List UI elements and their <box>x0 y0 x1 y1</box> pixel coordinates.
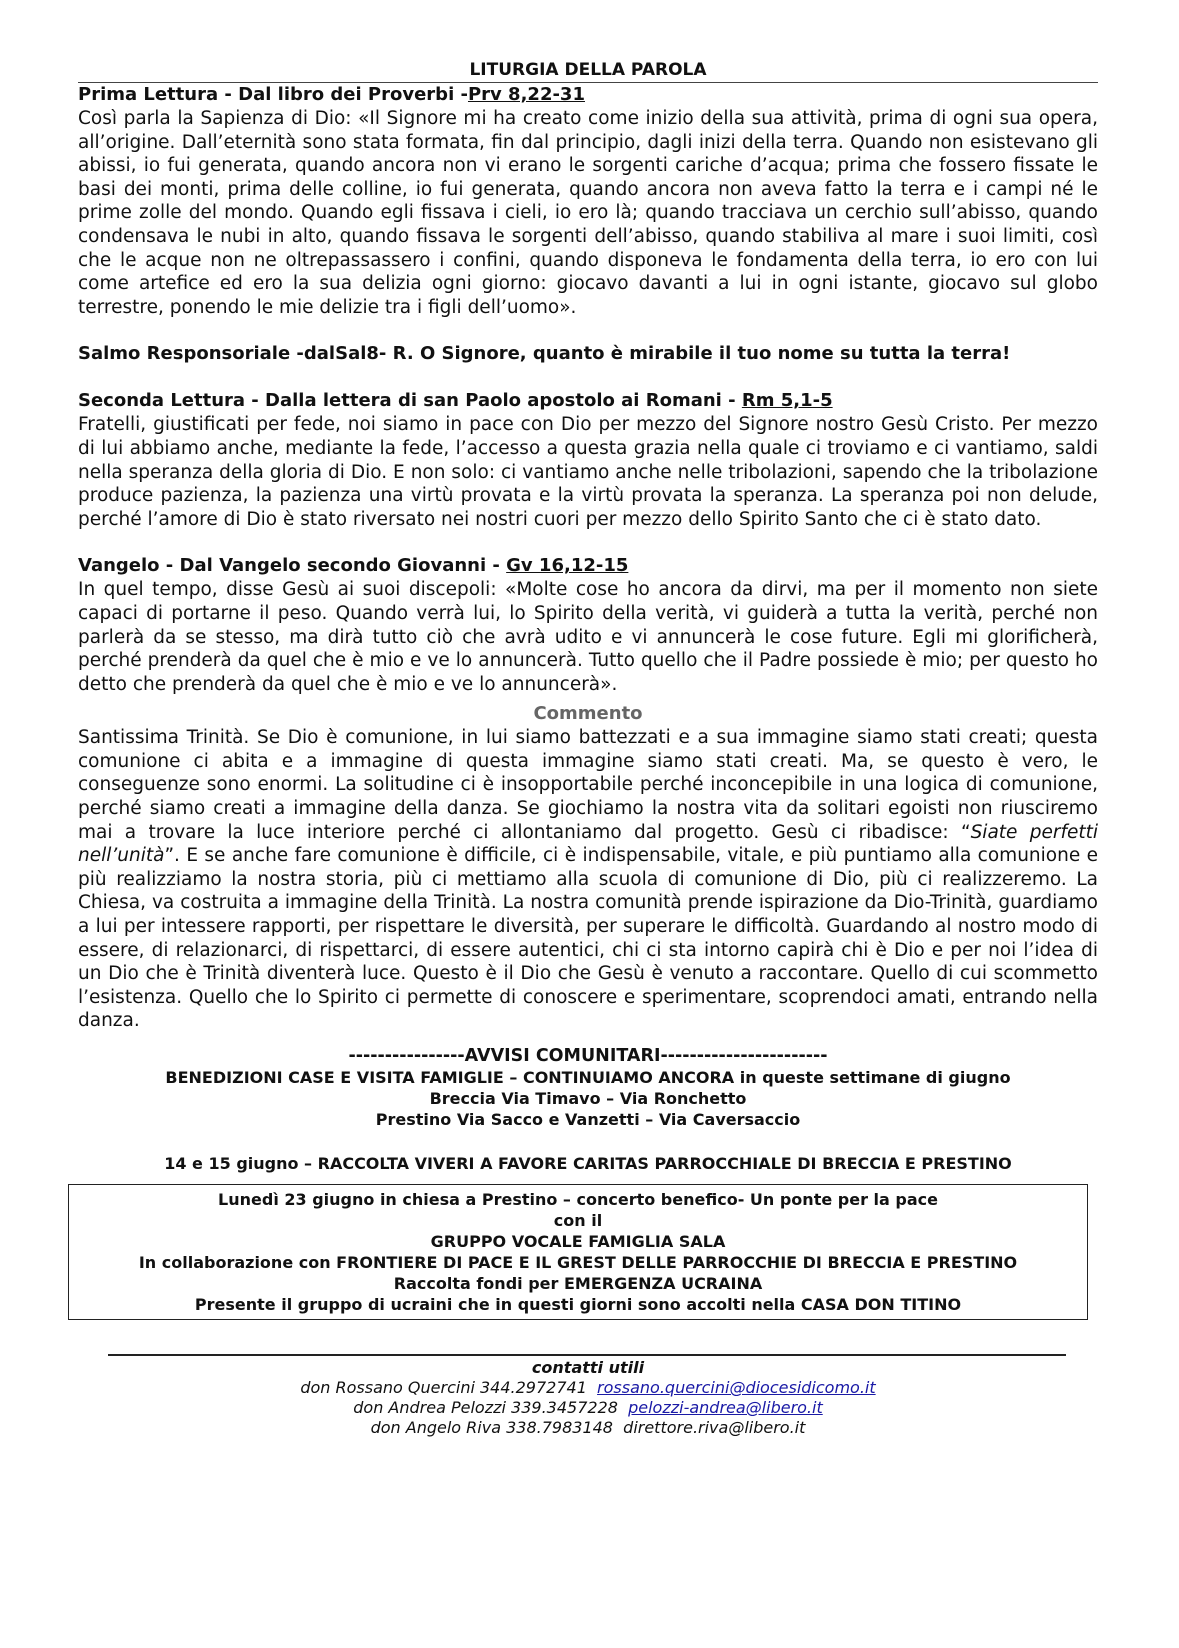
contact-row <box>78 1398 1098 1418</box>
salmo-heading: Salmo Responsoriale -dalSal8- R. O Signore, quanto è mirabile il tuo nome su tutta la terra! <box>78 343 1011 365</box>
vangelo-heading <box>78 554 1098 578</box>
spacer <box>78 319 1098 342</box>
box-line: GRUPPO VOCALE FAMIGLIA SALA <box>430 1232 726 1251</box>
prima-lettura-heading-text: Prima Lettura - Dal libro dei Proverbi - <box>78 84 468 105</box>
avvisi-line: Breccia Via Timavo – Via Ronchetto <box>429 1089 747 1108</box>
contact-email: direttore.riva@libero.it <box>623 1418 806 1437</box>
spacer <box>78 1130 1098 1153</box>
contact-name: don Angelo Riva 338.7983148 <box>370 1418 613 1437</box>
commento-title: Commento <box>533 703 643 725</box>
avvisi-line: Prestino Via Sacco e Vanzetti – Via Caversaccio <box>375 1110 801 1129</box>
vangelo <box>78 554 1098 696</box>
contact-email-link[interactable]: pelozzi-andrea@libero.it <box>628 1398 823 1417</box>
commento <box>78 702 1098 1033</box>
box-line: In collaborazione con FRONTIERE DI PACE E IL GREST DELLE PARROCCHIE DI BRECCIA E PRESTINO <box>138 1253 1018 1272</box>
contact-row <box>78 1378 1098 1398</box>
prima-lettura-ref: Prv 8,22-31 <box>467 84 585 105</box>
spacer <box>78 531 1098 554</box>
box-line: Raccolta fondi per EMERGENZA UCRAINA <box>393 1274 763 1293</box>
prima-lettura-text: Così parla la Sapienza di Dio: «Il Signore mi ha creato come inizio della sua attività, prima di ogni sua opera, all’origine. Dall’eternità sono stata formata, fin dal principio, dagli inizi della terra. Quando non esistevano gli abissi, io fui generata, quando ancora non vi erano le sorgenti cariche d’acqua; prima che fossero fissate le basi dei monti, prima delle colline, io fui generata, quando ancora non aveva fatto la terra e i campi né le prime zolle del mondo. Quando egli fissava i cieli, io ero là; quando tracciava un cerchio sull’abisso, quando condensava le nubi in alto, quando fissava le sorgenti dell’abisso, quando stabiliva al mare i suoi limiti, così che le acque non ne oltrepassassero i confini, quando disponeva le fondamenta della terra, io ero con lui come artefice ed ero la sua delizia ogni giorno: giocavo davanti a lui in ogni istante, giocavo sul globo terrestre, ponendo le mie delizie tra i figli dell’uomo». <box>78 108 1098 318</box>
seconda-lettura-text: Fratelli, giustificati per fede, noi siamo in pace con Dio per mezzo del Signore nostro Gesù Cristo. Per mezzo di lui abbiamo anche, mediante la fede, l’accesso a questa grazia nella quale ci troviamo e ci vantiamo, saldi nella speranza della gloria di Dio. E non solo: ci vantiamo anche nelle tribolazioni, sapendo che la tribolazione produce pazienza, la pazienza una virtù provata e la virtù provata la speranza. La speranza poi non delude, perché l’amore di Dio è stato riversato nei nostri cuori per mezzo dello Spirito Santo che ci è stato dato. <box>78 414 1098 530</box>
vangelo-ref: Gv 16,12-15 <box>506 555 629 577</box>
contatti-utili <box>78 1358 1098 1438</box>
divider <box>108 1354 1066 1356</box>
prima-lettura-heading <box>78 83 1098 107</box>
avvisi-comunitari <box>78 1045 1098 1174</box>
commento-text-after: ”. E se anche fare comunione è difficile, ci è indispensabile, vitale, e più puntiamo alla comunione e più realizziamo la nostra storia, più ci mettiamo alla scuola di comunione di Dio, più ci realizzeremo. La Chiesa, va costruita a immagine della Trinità. La nostra comunità prende ispirazione da Dio-Trinità, guardiamo a lui per intessere rapporti, per rispettare le diversità, per superare le difficoltà. Guardando al nostro modo di essere, di relazionarci, di rispettarci, di essere autentici, chi ci sta intorno capirà chi è Dio e per noi l’idea di un Dio che è Trinità diventerà luce. Questo è il Dio che Gesù è venuto a raccontare. Quello di cui scommetto l’esistenza. Quello che lo Spirito ci permette di conoscere e sperimentare, scoprendoci amati, entrando nella danza. <box>78 845 1098 1032</box>
spacer <box>78 366 1098 389</box>
seconda-lettura-heading-text: Seconda Lettura - Dalla lettera di san Paolo apostolo ai Romani - <box>78 390 742 412</box>
prima-lettura <box>78 83 1098 319</box>
spacer <box>78 1033 1098 1045</box>
commento-text-before: Santissima Trinità. Se Dio è comunione, in lui siamo battezzati e a sua immagine siamo stati creati; questa comunione ci abita e a immagine di questa immagine siamo stati creati. Ma, se questo è vero, le conseguenze sono enormi. La solitudine ci è insopportabile perché inconcepibile in una logica di comunione, perché siamo creati a immagine della danza. Se giochiamo la nostra vita da solitari egoisti non riusciremo mai a trovare la luce interiore perché ci allontaniamo dal progetto. Gesù ci ribadisce: “ <box>78 727 1098 843</box>
box-line: con il <box>553 1211 603 1230</box>
commento-quote: Siate perfetti nell’unità <box>78 821 1098 867</box>
bulletin-page <box>78 60 1098 1438</box>
contact-row <box>78 1418 1098 1438</box>
avvisi-title: ----------------AVVISI COMUNITARI----------------------- <box>348 1046 828 1066</box>
box-line: Presente il gruppo di ucraini che in questi giorni sono accolti nella CASA DON TITINO <box>194 1295 962 1314</box>
seconda-lettura <box>78 389 1098 531</box>
raccolta-viveri-notice: 14 e 15 giugno – RACCOLTA VIVERI A FAVORE CARITAS PARROCCHIALE DI BRECCIA E PRESTINO <box>164 1154 1012 1173</box>
box-line: Lunedì 23 giugno in chiesa a Prestino – concerto benefico- Un ponte per la pace <box>218 1190 938 1209</box>
concerto-box <box>68 1184 1088 1320</box>
page-title: LITURGIA DELLA PAROLA <box>78 60 1098 83</box>
avvisi-line: BENEDIZIONI CASE E VISITA FAMIGLIE – CONTINUIAMO ANCORA in queste settimane di giugno <box>165 1068 1011 1087</box>
vangelo-heading-text: Vangelo - Dal Vangelo secondo Giovanni - <box>78 555 507 577</box>
seconda-lettura-heading <box>78 389 1098 413</box>
contatti-title: contatti utili <box>531 1358 645 1377</box>
contact-email-link[interactable]: rossano.quercini@diocesidicomo.it <box>597 1378 876 1397</box>
commento-text <box>78 726 1098 1033</box>
contact-name: don Andrea Pelozzi 339.3457228 <box>353 1398 618 1417</box>
vangelo-text: In quel tempo, disse Gesù ai suoi discepoli: «Molte cose ho ancora da dirvi, ma per il momento non siete capaci di portarne il peso. Quando verrà lui, lo Spirito della verità, vi guiderà a tutta la verità, perché non parlerà da se stesso, ma dirà tutto ciò che avrà udito e vi annuncerà le cose future. Egli mi glorificherà, perché prenderà da quel che è mio e ve lo annuncerà. Tutto quello che il Padre possiede è mio; per questo ho detto che prenderà da quel che è mio e ve lo annuncerà». <box>78 579 1098 695</box>
seconda-lettura-ref: Rm 5,1-5 <box>741 390 833 412</box>
contact-name: don Rossano Quercini 344.2972741 <box>300 1378 587 1397</box>
